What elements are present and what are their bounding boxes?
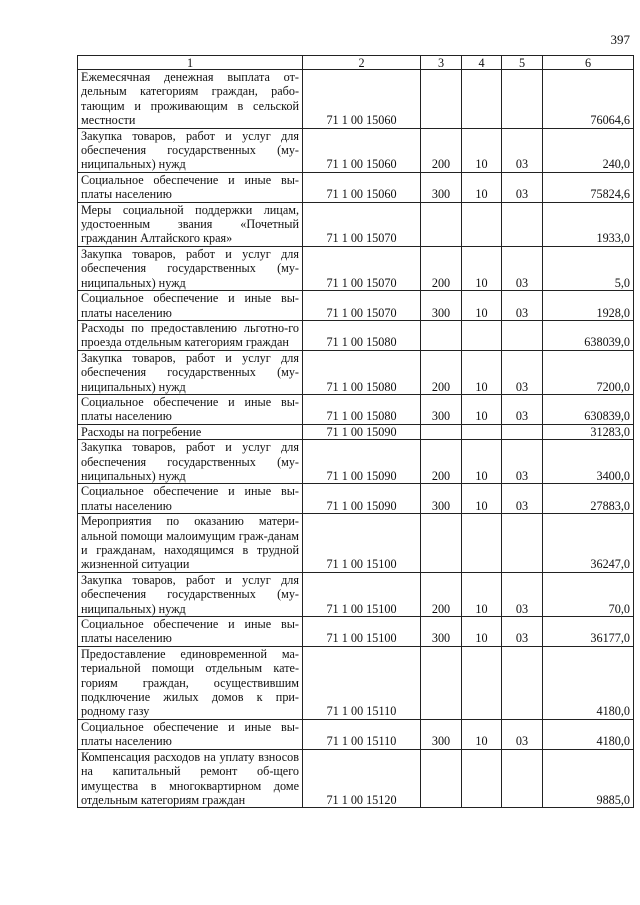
table-row <box>78 572 634 616</box>
cell-col5: 03 <box>502 172 543 202</box>
cell-code: 71 1 00 15090 <box>303 484 421 514</box>
cell-code: 71 1 00 15080 <box>303 350 421 394</box>
cell-name: Расходы по предоставлению льготно-го проезда отдельным категориям граждан <box>78 320 303 350</box>
table-row <box>78 128 634 172</box>
page-number: 397 <box>610 32 630 47</box>
cell-sum: 36247,0 <box>543 514 634 573</box>
cell-col5: 03 <box>502 394 543 424</box>
cell-sum: 9885,0 <box>543 749 634 808</box>
cell-col3 <box>421 749 462 808</box>
cell-sum: 638039,0 <box>543 320 634 350</box>
cell-col3 <box>421 646 462 719</box>
cell-name: Социальное обеспечение и иные вы-платы населению <box>78 291 303 321</box>
cell-sum: 630839,0 <box>543 394 634 424</box>
col-header-3: 3 <box>421 56 462 70</box>
cell-col4: 10 <box>462 484 502 514</box>
cell-code: 71 1 00 15070 <box>303 291 421 321</box>
cell-col3 <box>421 424 462 439</box>
cell-col3: 200 <box>421 350 462 394</box>
header-row <box>78 56 634 70</box>
cell-name: Закупка товаров, работ и услуг для обеспечения государственных (му-ниципальных) нужд <box>78 246 303 290</box>
cell-col4 <box>462 202 502 246</box>
cell-code: 71 1 00 15070 <box>303 246 421 290</box>
cell-col3: 200 <box>421 572 462 616</box>
cell-code: 71 1 00 15090 <box>303 440 421 484</box>
cell-col3: 200 <box>421 128 462 172</box>
cell-name: Закупка товаров, работ и услуг для обеспечения государственных (му-ниципальных) нужд <box>78 440 303 484</box>
cell-code: 71 1 00 15080 <box>303 320 421 350</box>
cell-sum: 7200,0 <box>543 350 634 394</box>
cell-code: 71 1 00 15060 <box>303 128 421 172</box>
cell-code: 71 1 00 15110 <box>303 646 421 719</box>
cell-sum: 36177,0 <box>543 617 634 647</box>
cell-col5 <box>502 646 543 719</box>
cell-col4: 10 <box>462 246 502 290</box>
table-row <box>78 749 634 808</box>
cell-name: Расходы на погребение <box>78 424 303 439</box>
cell-name: Социальное обеспечение и иные вы-платы населению <box>78 617 303 647</box>
cell-name: Социальное обеспечение и иные вы-платы населению <box>78 484 303 514</box>
col-header-4: 4 <box>462 56 502 70</box>
cell-col5: 03 <box>502 572 543 616</box>
cell-col4: 10 <box>462 350 502 394</box>
cell-col3: 300 <box>421 291 462 321</box>
cell-col5: 03 <box>502 291 543 321</box>
cell-col5 <box>502 749 543 808</box>
cell-col5: 03 <box>502 128 543 172</box>
cell-col4: 10 <box>462 172 502 202</box>
cell-col4: 10 <box>462 719 502 749</box>
cell-code: 71 1 00 15090 <box>303 424 421 439</box>
cell-col5: 03 <box>502 350 543 394</box>
cell-name: Меры социальной поддержки лицам, удостоенным звания «Почетный гражданин Алтайского края» <box>78 202 303 246</box>
table-row <box>78 202 634 246</box>
table-row <box>78 70 634 129</box>
cell-col5 <box>502 70 543 129</box>
cell-name: Социальное обеспечение и иные вы-платы населению <box>78 719 303 749</box>
cell-col4: 10 <box>462 394 502 424</box>
table-row <box>78 424 634 439</box>
table-row <box>78 617 634 647</box>
cell-col4: 10 <box>462 440 502 484</box>
cell-sum: 1928,0 <box>543 291 634 321</box>
budget-table <box>77 55 634 808</box>
cell-sum: 31283,0 <box>543 424 634 439</box>
col-header-6: 6 <box>543 56 634 70</box>
cell-code: 71 1 00 15060 <box>303 70 421 129</box>
cell-col3 <box>421 202 462 246</box>
table-row <box>78 484 634 514</box>
table-row <box>78 320 634 350</box>
cell-name: Предоставление единовременной ма-териальной помощи отдельным кате-гориям граждан, осуществившим подключение жилых домов к при-родному газу <box>78 646 303 719</box>
cell-col3 <box>421 514 462 573</box>
cell-sum: 75824,6 <box>543 172 634 202</box>
table-row <box>78 514 634 573</box>
cell-name: Социальное обеспечение и иные вы-платы населению <box>78 394 303 424</box>
table-row <box>78 172 634 202</box>
cell-col4 <box>462 320 502 350</box>
col-header-2: 2 <box>303 56 421 70</box>
table-row <box>78 291 634 321</box>
col-header-1: 1 <box>78 56 303 70</box>
table-row <box>78 246 634 290</box>
cell-sum: 76064,6 <box>543 70 634 129</box>
table-row <box>78 440 634 484</box>
cell-sum: 5,0 <box>543 246 634 290</box>
cell-col3: 300 <box>421 394 462 424</box>
cell-code: 71 1 00 15080 <box>303 394 421 424</box>
cell-name: Мероприятия по оказанию матери-альной помощи малоимущим граж-данам и гражданам, находящимся в трудной жизненной ситуации <box>78 514 303 573</box>
cell-code: 71 1 00 15070 <box>303 202 421 246</box>
cell-col4 <box>462 70 502 129</box>
col-header-5: 5 <box>502 56 543 70</box>
cell-col3: 300 <box>421 484 462 514</box>
cell-col3: 300 <box>421 719 462 749</box>
cell-sum: 4180,0 <box>543 719 634 749</box>
table-row <box>78 719 634 749</box>
cell-col5: 03 <box>502 617 543 647</box>
table-body <box>78 70 634 808</box>
cell-name: Социальное обеспечение и иные вы-платы населению <box>78 172 303 202</box>
cell-sum: 3400,0 <box>543 440 634 484</box>
cell-code: 71 1 00 15100 <box>303 514 421 573</box>
cell-col4: 10 <box>462 617 502 647</box>
cell-name: Ежемесячная денежная выплата от-дельным категориям граждан, рабо-тающим и проживающим в сельской местности <box>78 70 303 129</box>
cell-col3: 200 <box>421 246 462 290</box>
cell-col5: 03 <box>502 484 543 514</box>
cell-col5 <box>502 320 543 350</box>
cell-sum: 70,0 <box>543 572 634 616</box>
table-row <box>78 350 634 394</box>
cell-col4: 10 <box>462 291 502 321</box>
cell-col5: 03 <box>502 719 543 749</box>
cell-col4: 10 <box>462 128 502 172</box>
cell-sum: 1933,0 <box>543 202 634 246</box>
table-row <box>78 394 634 424</box>
cell-col3 <box>421 70 462 129</box>
cell-name: Компенсация расходов на уплату взносов на капитальный ремонт об-щего имущества в многоквартирном доме отдельным категориям граждан <box>78 749 303 808</box>
table-row <box>78 646 634 719</box>
cell-code: 71 1 00 15060 <box>303 172 421 202</box>
cell-col4: 10 <box>462 572 502 616</box>
cell-col4 <box>462 424 502 439</box>
cell-col3: 300 <box>421 172 462 202</box>
cell-col3: 200 <box>421 440 462 484</box>
cell-col5 <box>502 202 543 246</box>
cell-name: Закупка товаров, работ и услуг для обеспечения государственных (му-ниципальных) нужд <box>78 572 303 616</box>
cell-col5 <box>502 514 543 573</box>
cell-code: 71 1 00 15100 <box>303 572 421 616</box>
cell-col5: 03 <box>502 440 543 484</box>
cell-name: Закупка товаров, работ и услуг для обеспечения государственных (му-ниципальных) нужд <box>78 128 303 172</box>
cell-col3 <box>421 320 462 350</box>
cell-name: Закупка товаров, работ и услуг для обеспечения государственных (му-ниципальных) нужд <box>78 350 303 394</box>
cell-sum: 240,0 <box>543 128 634 172</box>
cell-code: 71 1 00 15110 <box>303 719 421 749</box>
cell-col4 <box>462 514 502 573</box>
cell-sum: 27883,0 <box>543 484 634 514</box>
cell-col4 <box>462 749 502 808</box>
cell-code: 71 1 00 15120 <box>303 749 421 808</box>
cell-col5: 03 <box>502 246 543 290</box>
cell-code: 71 1 00 15100 <box>303 617 421 647</box>
cell-col4 <box>462 646 502 719</box>
cell-col5 <box>502 424 543 439</box>
cell-sum: 4180,0 <box>543 646 634 719</box>
cell-col3: 300 <box>421 617 462 647</box>
